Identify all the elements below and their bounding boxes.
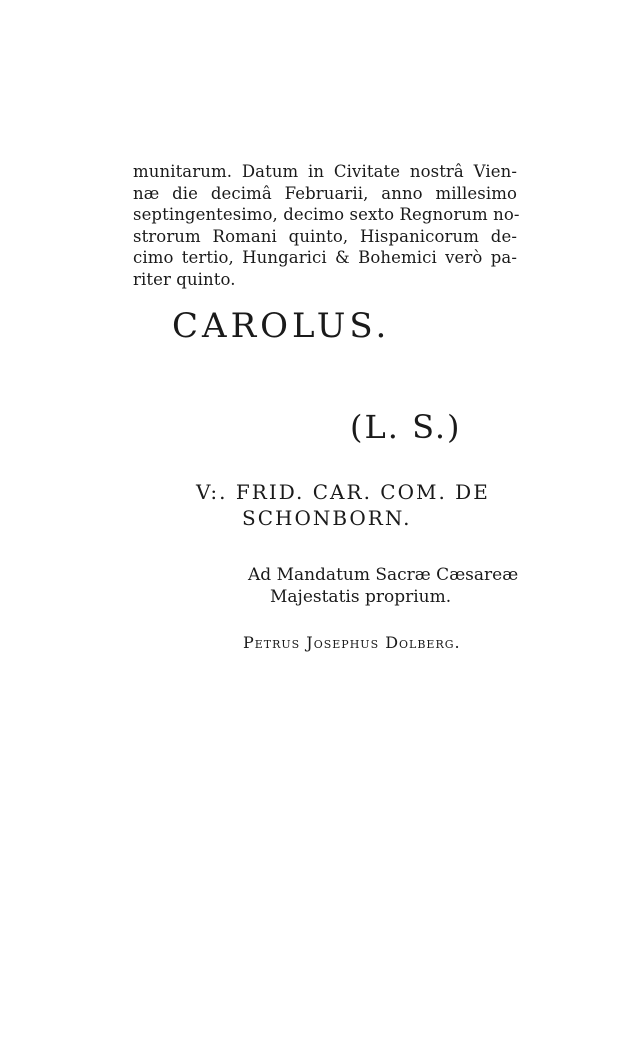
- countersign-line: SCHONBORN.: [242, 506, 412, 530]
- paragraph-line: cimo tertio, Hungarici & Bohemici verò pa-: [133, 248, 517, 267]
- countersignature: [196, 479, 490, 531]
- paragraph-line: septingentesimo, decimo sexto Regnorum no-: [133, 205, 520, 224]
- paragraph-line: riter quinto.: [133, 269, 236, 289]
- countersign-line: V:. FRID. CAR. COM. DE: [196, 480, 490, 504]
- paragraph-line: næ die decimâ Februarii, anno millesimo: [133, 183, 517, 203]
- closing-paragraph: [133, 161, 520, 290]
- seal-mark: (L. S.): [350, 408, 462, 446]
- mandate-line: Majestatis proprium.: [270, 587, 452, 607]
- secretary-name: Petrus Josephus Dolberg.: [243, 633, 461, 652]
- mandate-line: Ad Mandatum Sacræ Cæsareæ: [248, 565, 519, 585]
- royal-signature: CAROLUS.: [172, 306, 391, 346]
- paragraph-line: munitarum. Datum in Civitate nostrâ Vien-: [133, 162, 517, 181]
- paragraph-line: strorum Romani quinto, Hispanicorum de-: [133, 226, 517, 246]
- mandate-note: [248, 564, 518, 608]
